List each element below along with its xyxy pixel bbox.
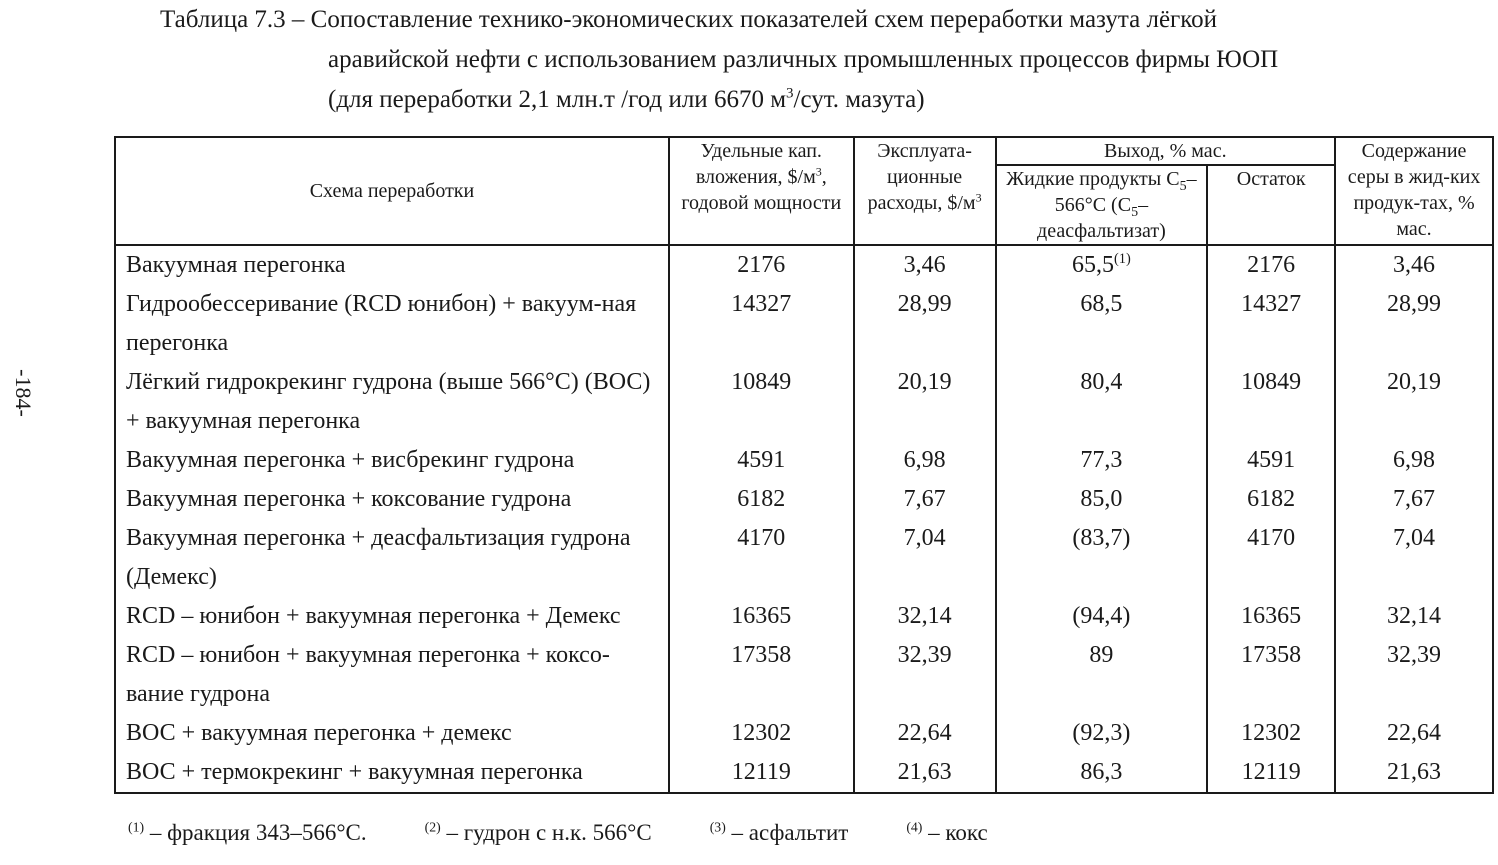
- cell-sulfur: 3,46: [1335, 245, 1493, 285]
- cell-scheme: Гидрообессеривание (RCD юнибон) + вакуум-ная перегонка: [115, 285, 669, 363]
- cell-opex: 32,14: [854, 597, 996, 636]
- page-number: -184-: [11, 369, 36, 417]
- cell-scheme: RCD – юнибон + вакуумная перегонка + Демекс: [115, 597, 669, 636]
- cell-sulfur: 32,14: [1335, 597, 1493, 636]
- cell-sulfur: 6,98: [1335, 441, 1493, 480]
- table-row: [115, 636, 1493, 714]
- cell-liquid: 80,4: [996, 363, 1208, 441]
- cell-sulfur: 28,99: [1335, 285, 1493, 363]
- comparison-table: [114, 136, 1494, 794]
- cell-residue: 6182: [1207, 480, 1335, 519]
- footnote: $^{(4)}$ – кокс: [906, 819, 988, 845]
- cell-scheme: RCD – юнибон + вакуумная перегонка + коксо-вание гудрона: [115, 636, 669, 714]
- cell-scheme: Лёгкий гидрокрекинг гудрона (выше 566°С) (ВОС) + вакуумная перегонка: [115, 363, 669, 441]
- cell-residue: 10849: [1207, 363, 1335, 441]
- header-liquid-sub2: 5: [1131, 205, 1139, 220]
- footnote-mark: (1): [1114, 251, 1131, 267]
- caption-line-2: аравийской нефти с использованием различных промышленных процессов фирмы ЮОП: [328, 46, 1279, 73]
- cell-scheme: ВОС + вакуумная перегонка + демекс: [115, 714, 669, 753]
- cell-sulfur: 22,64: [1335, 714, 1493, 753]
- cell-scheme: Вакуумная перегонка + коксование гудрона: [115, 480, 669, 519]
- footnote: $^{(2)}$ – гудрон с н.к. 566°С: [424, 819, 652, 845]
- cell-liquid: (83,7): [996, 519, 1208, 597]
- cell-liquid: (92,3): [996, 714, 1208, 753]
- header-opex-sup: 3: [975, 190, 982, 205]
- cell-liquid: 77,3: [996, 441, 1208, 480]
- table-row: [115, 285, 1493, 363]
- cell-liquid: (94,4): [996, 597, 1208, 636]
- cell-opex: 6,98: [854, 441, 996, 480]
- header-liquid-b: –566°С (С: [1054, 168, 1197, 216]
- header-liquid-c: –деасфальтизат): [1037, 194, 1166, 242]
- table-body: [115, 245, 1493, 793]
- header-opex-text: Эксплуата-ционные расходы, $/м: [867, 140, 976, 214]
- cell-residue: 12302: [1207, 714, 1335, 753]
- cell-capex: 10849: [669, 363, 854, 441]
- cell-capex: 16365: [669, 597, 854, 636]
- cell-residue: 4591: [1207, 441, 1335, 480]
- cell-sulfur: 7,04: [1335, 519, 1493, 597]
- cell-scheme: Вакуумная перегонка: [115, 245, 669, 285]
- footnotes: [128, 820, 1046, 846]
- cell-residue: 14327: [1207, 285, 1335, 363]
- cell-sulfur: 20,19: [1335, 363, 1493, 441]
- header-liquid-sub1: 5: [1179, 179, 1187, 194]
- cell-capex: 2176: [669, 245, 854, 285]
- cell-liquid: 85,0: [996, 480, 1208, 519]
- footnote: $^{(3)}$ – асфальтит: [709, 819, 849, 845]
- footnote: $^{(1)}$ – фракция 343–566°С.: [128, 819, 367, 845]
- caption-line-3: [160, 80, 1278, 120]
- caption-line-3-text: (для переработки 2,1 млн.т /год или 6670 м: [328, 86, 787, 113]
- header-opex: [854, 137, 996, 245]
- header-liquid-a: Жидкие продукты С: [1006, 168, 1180, 190]
- cell-capex: 6182: [669, 480, 854, 519]
- cell-opex: 22,64: [854, 714, 996, 753]
- cell-liquid: 65,5$^{(1)}$: [996, 245, 1208, 285]
- table-row: [115, 753, 1493, 793]
- cell-opex: 3,46: [854, 245, 996, 285]
- cell-residue: 2176: [1207, 245, 1335, 285]
- cell-liquid: 86,3: [996, 753, 1208, 793]
- caption-line-1: Таблица 7.3 – Сопоставление технико-экономических показателей схем переработки мазута лёгкой: [160, 6, 1218, 33]
- cell-sulfur: 32,39: [1335, 636, 1493, 714]
- cell-capex: 17358: [669, 636, 854, 714]
- table-caption: [160, 0, 1278, 120]
- table-row: [115, 363, 1493, 441]
- header-scheme: Схема переработки: [115, 137, 669, 245]
- cell-scheme: Вакуумная перегонка + висбрекинг гудрона: [115, 441, 669, 480]
- header-sulfur: Содержание серы в жид-ких продук-тах, % мас.: [1335, 137, 1493, 245]
- cell-capex: 14327: [669, 285, 854, 363]
- cell-capex: 4170: [669, 519, 854, 597]
- header-capex: [669, 137, 854, 245]
- cell-residue: 12119: [1207, 753, 1335, 793]
- header-yield: Выход, % мас.: [996, 137, 1336, 165]
- table-row: [115, 480, 1493, 519]
- header-residue: Остаток: [1207, 165, 1335, 245]
- cell-opex: 28,99: [854, 285, 996, 363]
- cell-sulfur: 7,67: [1335, 480, 1493, 519]
- cell-liquid: 68,5: [996, 285, 1208, 363]
- cell-opex: 32,39: [854, 636, 996, 714]
- cell-residue: 16365: [1207, 597, 1335, 636]
- table-row: [115, 245, 1493, 285]
- table-row: [115, 597, 1493, 636]
- cell-capex: 4591: [669, 441, 854, 480]
- table-row: [115, 714, 1493, 753]
- cell-capex: 12302: [669, 714, 854, 753]
- cell-opex: 7,04: [854, 519, 996, 597]
- cell-scheme: ВОС + термокрекинг + вакуумная перегонка: [115, 753, 669, 793]
- caption-superscript: 3: [786, 85, 794, 102]
- cell-opex: 21,63: [854, 753, 996, 793]
- table-row: [115, 519, 1493, 597]
- header-capex-tail: , годовой мощности: [681, 166, 842, 214]
- cell-residue: 4170: [1207, 519, 1335, 597]
- table-row: [115, 441, 1493, 480]
- header-capex-text: Удельные кап. вложения, $/м: [695, 140, 822, 188]
- cell-opex: 20,19: [854, 363, 996, 441]
- cell-scheme: Вакуумная перегонка + деасфальтизация гудрона (Демекс): [115, 519, 669, 597]
- cell-capex: 12119: [669, 753, 854, 793]
- header-liquid: [996, 165, 1208, 245]
- cell-opex: 7,67: [854, 480, 996, 519]
- cell-sulfur: 21,63: [1335, 753, 1493, 793]
- cell-residue: 17358: [1207, 636, 1335, 714]
- cell-liquid: 89: [996, 636, 1208, 714]
- caption-line-3-tail: /сут. мазута): [793, 86, 925, 113]
- header-capex-sup: 3: [815, 164, 822, 179]
